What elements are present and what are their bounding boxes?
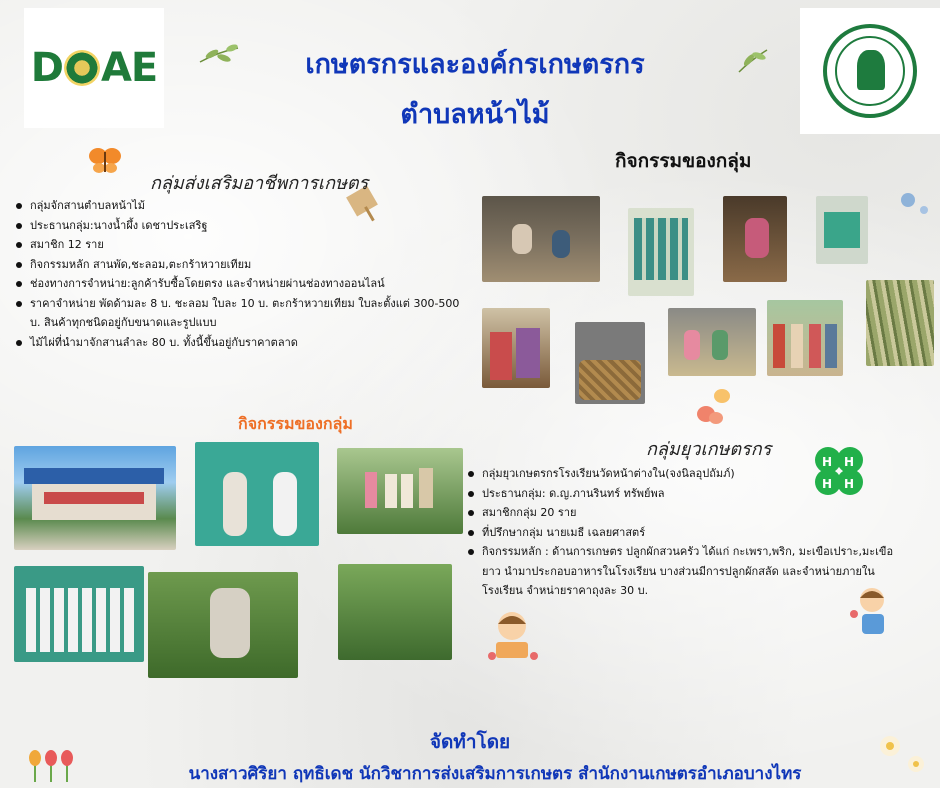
svg-text:H: H — [844, 455, 855, 469]
activity-photo — [767, 300, 843, 376]
doae-logo — [24, 8, 164, 128]
activity-photo — [668, 308, 756, 376]
activity-photo — [195, 442, 319, 546]
activity-photo — [482, 308, 550, 388]
logo-emblem-icon — [64, 50, 100, 86]
list-item: ไม้ไผ่ที่นำมาจักสานลำละ 80 บ. ทั้งนี้ขึ้นอยู่กับราคาตลาด — [14, 333, 469, 353]
list-item: ประธานกลุ่ม: ด.ญ.ภานรินทร์ ทรัพย์พล — [466, 484, 906, 504]
group1-info-list — [14, 196, 469, 352]
group1-heading: กลุ่มส่งเสริมอาชีพการเกษตร — [150, 173, 369, 194]
activity-photo — [14, 566, 144, 662]
child-gardening-icon — [846, 584, 896, 644]
list-item: ประธานกลุ่ม:นางน้ำผึ้ง เดชาประเสริฐ — [14, 216, 469, 236]
group2-heading: กลุ่มยุวเกษตรกร — [646, 439, 772, 460]
activity-photo — [337, 448, 463, 534]
activity-photo — [816, 196, 868, 264]
list-item: กิจกรรมหลัก : ด้านการเกษตร ปลูกผักสวนครัว ได้แก่ กะเพรา,พริก, มะเขือเปราะ,มะเขือยาว นำมาประกอบอาหารในโรงเรียน บางส่วนมีการปลูกผักสลัด และจำหน่ายภายในโรงเรียน จำหน่ายราคาถุงละ 30 บ. — [466, 542, 906, 601]
list-item: กิจกรรมหลัก สานพัด,ชะลอม,ตะกร้าหวายเทียม — [14, 255, 469, 275]
activity-photo — [866, 280, 934, 366]
activity-photo — [628, 208, 694, 296]
logo-letters-ae: AE — [100, 45, 158, 91]
list-item: สมาชิก 12 ราย — [14, 235, 469, 255]
activity-photo — [723, 196, 787, 282]
activity-photo — [575, 322, 645, 404]
group2-info-list — [466, 464, 906, 601]
butterfly-icon — [88, 146, 122, 176]
list-item: ที่ปรึกษากลุ่ม นายเมธี เฉลยศาสตร์ — [466, 523, 906, 543]
butterfly-icon — [692, 388, 736, 428]
page-title-line2: ตำบลหน้าไม้ — [400, 99, 550, 130]
page-title-line1: เกษตรกรและองค์กรเกษตรกร — [305, 49, 645, 80]
svg-text:H: H — [844, 477, 855, 491]
list-item: กลุ่มยุวเกษตรกรโรงเรียนวัดหน้าต่างใน(จงนิลอุปถัมภ์) — [466, 464, 906, 484]
footer-credit: นางสาวศิริยา ฤทธิเดช นักวิชาการส่งเสริมการเกษตร สำนักงานเกษตรอำเภอบางไทร — [188, 764, 802, 784]
flower-icon — [894, 190, 934, 220]
svg-text:H: H — [822, 455, 833, 469]
activity-photo — [148, 572, 298, 678]
list-item: ช่องทางการจำหน่าย:ลูกค้ารับซื้อโดยตรง และจำหน่ายผ่านช่องทางออนไลน์ — [14, 274, 469, 294]
activity-photo — [338, 564, 452, 660]
child-reading-icon — [482, 606, 546, 666]
school-building-photo — [14, 446, 176, 550]
activity-photo — [482, 196, 600, 282]
group1-activities-heading: กิจกรรมของกลุ่ม — [615, 150, 752, 172]
group2-activities-heading: กิจกรรมของกลุ่ม — [238, 414, 353, 433]
list-item: สมาชิกกลุ่ม 20 ราย — [466, 503, 906, 523]
list-item: กลุ่มจักสานตำบลหน้าไม้ — [14, 196, 469, 216]
svg-text:H: H — [822, 477, 833, 491]
list-item: ราคาจำหน่าย พัดด้ามละ 8 บ. ชะลอม ใบละ 10 บ. ตะกร้าหวายเทียม ใบละตั้งแต่ 300-500 บ. สินค้าทุกชนิดอยู่กับขนาดและรูปแบบ — [14, 294, 469, 333]
logo-letter-d: D — [30, 45, 63, 91]
footer-label: จัดทำโดย — [429, 731, 511, 753]
department-seal-logo — [800, 8, 940, 134]
seal-icon — [823, 24, 917, 118]
